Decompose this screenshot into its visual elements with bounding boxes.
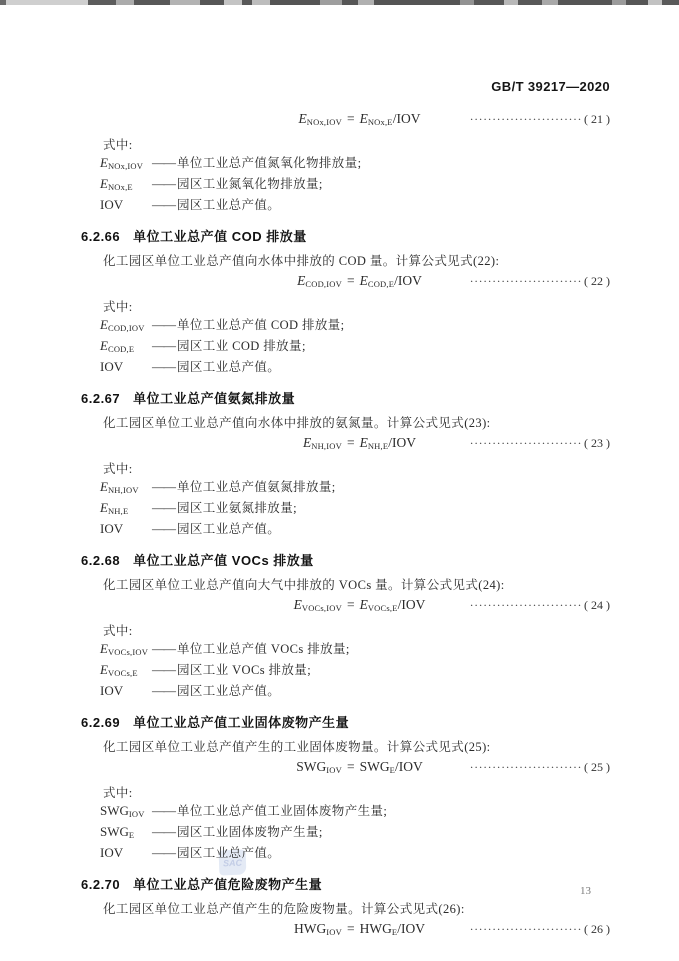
definition-row: IOV —— 园区工业总产值。 [100,683,281,698]
definition-row: $E_{NH,E}$ —— 园区工业氨氮排放量; [100,499,610,520]
definition-symbol: $SWG_{IOV}$ [100,803,145,819]
definition-text: 园区工业氮氧化物排放量; [177,177,323,191]
definition-text: 园区工业 COD 排放量; [177,339,306,353]
definition-symbol: IOV [100,359,124,374]
formula-row-26 [81,920,610,941]
definition-row: $E_{NH,IOV}$ —— 单位工业总产值氨氮排放量; [100,478,610,499]
dot-leader: ························· [469,760,582,774]
dot-leader: ························· [469,112,582,126]
standard-number-header: GB/T 39217—2020 [491,79,610,94]
section-title: 单位工业总产值 VOCs 排放量 [133,553,314,568]
section-6-2-68 [81,552,610,700]
section-title: 单位工业总产值氨氮排放量 [133,391,296,406]
equation-number-22: ························· ( 22 ) [469,274,610,288]
formula-21: $E_{NOx,IOV} = E_{NOx,E}/IOV$ [298,111,421,127]
section-heading [81,228,610,245]
definition-row: $E_{NOx,IOV}$ —— 单位工业总产值氮氧化物排放量; [100,154,610,175]
section-6-2-69 [81,714,610,862]
section-paragraph: 化工园区单位工业总产值向大气中排放的 VOCs 量。计算公式见式(24): [103,578,505,592]
definition-row: $SWG_{IOV}$ —— 单位工业总产值工业固体废物产生量; [100,802,610,823]
definition-text: 单位工业总产值氨氮排放量; [177,480,336,494]
section-title: 单位工业总产值工业固体废物产生量 [133,715,350,730]
section-paragraph: 化工园区单位工业总产值产生的危险废物量。计算公式见式(26): [103,902,465,916]
where-label: 式中: [103,462,133,476]
where-label: 式中: [103,138,133,152]
definition-symbol: $E_{COD,E}$ [100,338,135,354]
definition-row: IOV —— 园区工业总产值。 [100,521,281,536]
scan-artifact-top-edge [0,0,679,5]
equation-number-26: ························· ( 26 ) [469,922,610,936]
definition-text: 单位工业总产值氮氧化物排放量; [177,156,362,170]
formula-row-25 [81,758,610,779]
where-label: 式中: [103,300,133,314]
formula-row-24 [81,596,610,617]
section-paragraph: 化工园区单位工业总产值向水体中排放的氨氮量。计算公式见式(23): [103,416,491,430]
formula-26: $HWG_{IOV} = HWG_E/IOV$ [294,921,425,937]
definition-symbol: $E_{NH,IOV}$ [100,479,139,495]
formula-row-23 [81,434,610,455]
section-number: 6.2.66 [81,229,121,244]
equation-number-21: ························· ( 21 ) [469,112,610,126]
section-heading [81,552,610,569]
definition-symbol: IOV [100,845,124,860]
section-heading [81,390,610,407]
page-header [81,78,610,95]
definition-symbol: IOV [100,683,124,698]
dot-leader: ························· [469,922,582,936]
continued-formula-block [81,110,610,214]
definition-text: 单位工业总产值 COD 排放量; [177,318,345,332]
formula-25: $SWG_{IOV} = SWG_E/IOV$ [296,759,423,775]
definition-row: $E_{COD,IOV}$ —— 单位工业总产值 COD 排放量; [100,316,610,337]
section-paragraph: 化工园区单位工业总产值产生的工业固体废物量。计算公式见式(25): [103,740,491,754]
where-label: 式中: [103,786,133,800]
definition-text: 园区工业总产值。 [177,522,281,536]
section-number: 6.2.68 [81,553,121,568]
equation-number-23: ························· ( 23 ) [469,436,610,450]
definition-symbol: IOV [100,197,124,212]
section-6-2-66 [81,228,610,376]
page-number: 13 [580,885,591,897]
definition-text: 园区工业总产值。 [177,684,281,698]
dot-leader: ························· [469,598,582,612]
equation-number-24: ························· ( 24 ) [469,598,610,612]
section-heading [81,876,610,893]
sac-watermark-text: SAC [222,857,243,868]
page-content [81,78,610,947]
definition-text: 园区工业总产值。 [177,360,281,374]
definition-row: $E_{VOCs,E}$ —— 园区工业 VOCs 排放量; [100,661,610,682]
definition-symbol: $SWG_E$ [100,824,135,840]
section-6-2-70 [81,876,610,941]
section-title: 单位工业总产值危险废物产生量 [133,877,323,892]
definition-text: 单位工业总产值工业固体废物产生量; [177,804,388,818]
dot-leader: ························· [469,436,582,450]
definition-symbol: $E_{NH,E}$ [100,500,129,516]
definition-symbol: $E_{VOCs,IOV}$ [100,641,149,657]
definition-row: $E_{NOx,E}$ —— 园区工业氮氧化物排放量; [100,175,610,196]
definition-symbol: $E_{COD,IOV}$ [100,317,145,333]
definition-text: 单位工业总产值 VOCs 排放量; [177,642,350,656]
definition-symbol: $E_{NOx,E}$ [100,176,133,192]
definition-row: IOV —— 园区工业总产值。 [100,359,281,374]
definition-symbol: IOV [100,521,124,536]
definition-text: 园区工业固体废物产生量; [177,825,323,839]
section-number: 6.2.69 [81,715,121,730]
section-paragraph: 化工园区单位工业总产值向水体中排放的 COD 量。计算公式见式(22): [103,254,500,268]
definition-text: 园区工业总产值。 [177,198,281,212]
definition-symbol: $E_{NOx,IOV}$ [100,155,144,171]
section-6-2-67 [81,390,610,538]
section-number: 6.2.67 [81,391,121,406]
section-heading [81,714,610,731]
definition-row: IOV —— 园区工业总产值。 [100,197,281,212]
formula-row-22 [81,272,610,293]
definition-row: $E_{COD,E}$ —— 园区工业 COD 排放量; [100,337,610,358]
formula-22: $E_{COD,IOV} = E_{COD,E}/IOV$ [297,273,422,289]
definition-row: $E_{VOCs,IOV}$ —— 单位工业总产值 VOCs 排放量; [100,640,610,661]
definition-text: 园区工业氨氮排放量; [177,501,297,515]
definition-row: $SWG_E$ —— 园区工业固体废物产生量; [100,823,610,844]
definition-row: IOV —— 园区工业总产值。 [100,845,281,860]
formula-row-21 [81,110,610,131]
definition-text: 园区工业 VOCs 排放量; [177,663,312,677]
where-label: 式中: [103,624,133,638]
formula-23: $E_{NH,IOV} = E_{NH,E}/IOV$ [303,435,416,451]
dot-leader: ························· [469,274,582,288]
equation-number-25: ························· ( 25 ) [469,760,610,774]
definition-text: 园区工业总产值。 [177,846,281,860]
definition-symbol: $E_{VOCs,E}$ [100,662,138,678]
formula-24: $E_{VOCs,IOV} = E_{VOCs,E}/IOV$ [293,597,426,613]
section-number: 6.2.70 [81,877,121,892]
section-title: 单位工业总产值 COD 排放量 [133,229,307,244]
